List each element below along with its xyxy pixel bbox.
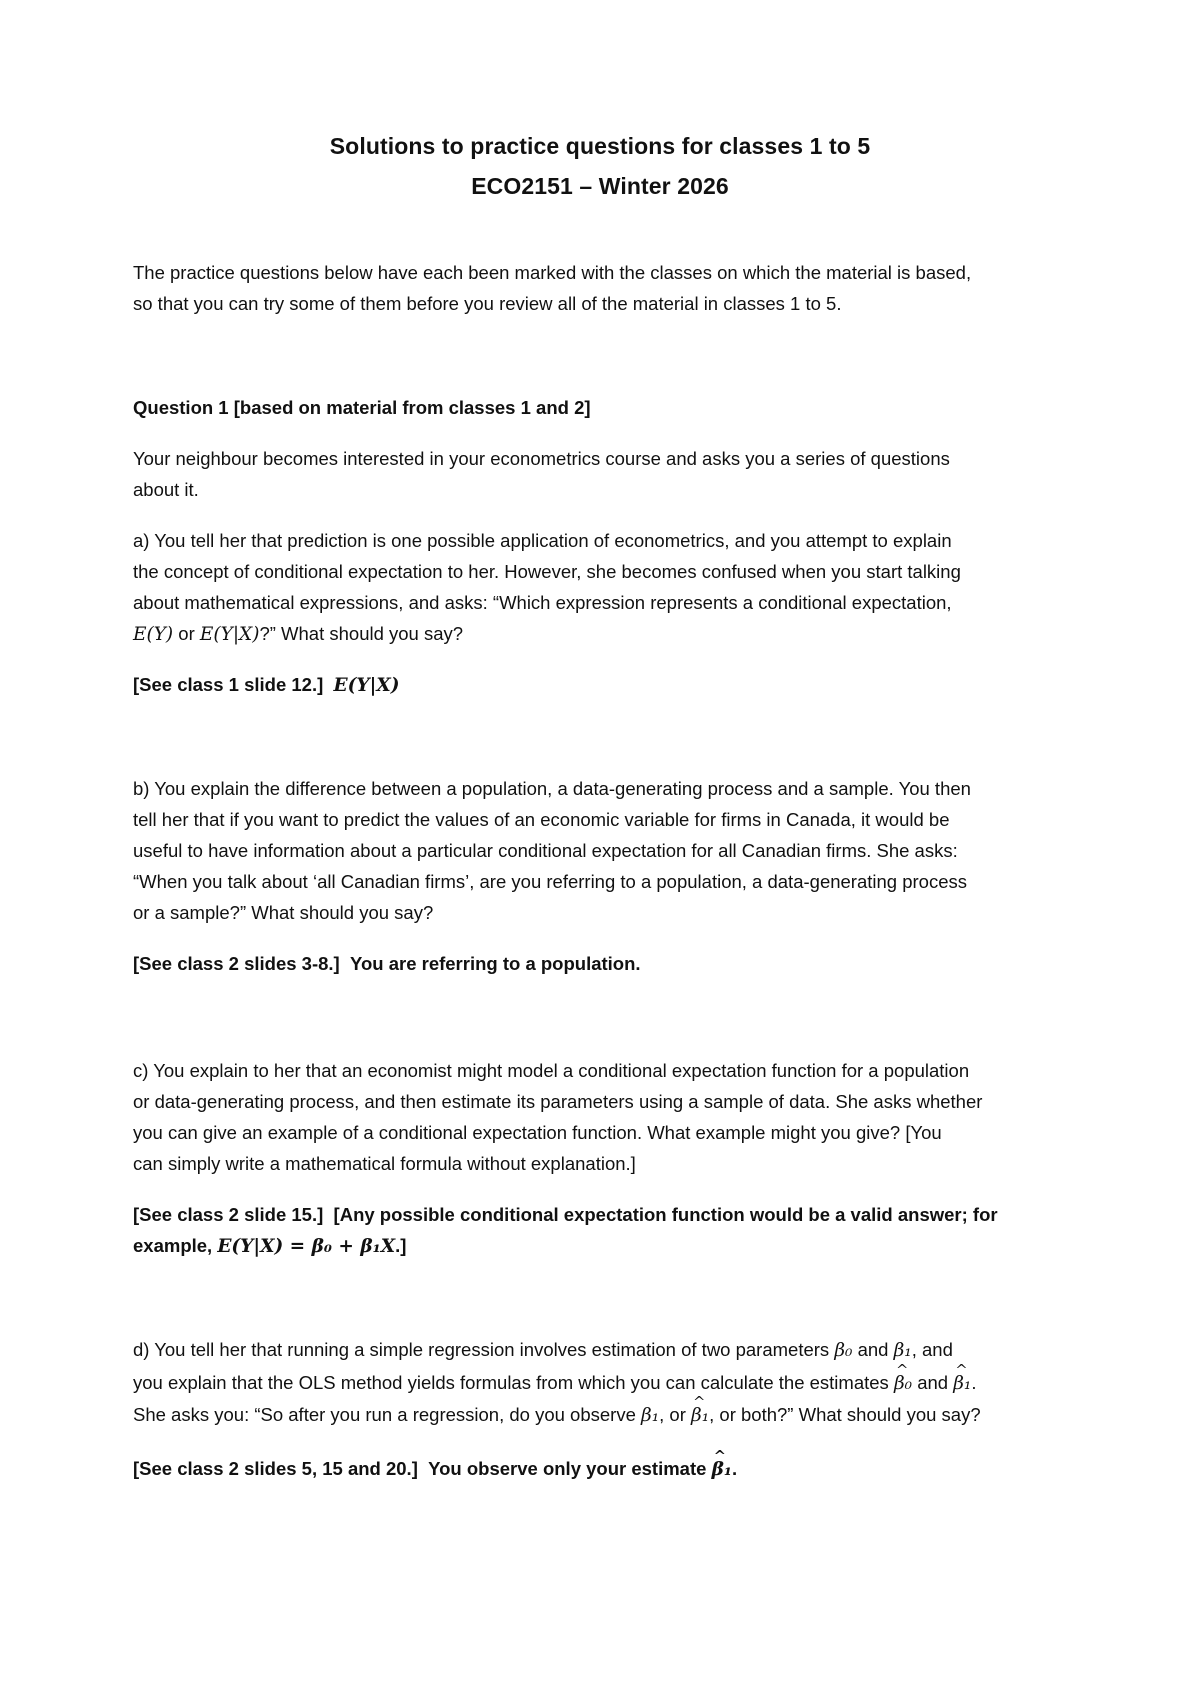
part-d-text (133, 1404, 1093, 1426)
part-d-text (133, 1372, 1093, 1394)
part-d-text-segment: you explain that the OLS method yields formulas from which you can calculate the estimates (133, 1372, 894, 1393)
answer-text: example, (133, 1235, 218, 1256)
part-a-text: the concept of conditional expectation to her. However, she becomes confused when you start talking (133, 561, 961, 582)
answer-formula: E(Y|X) = β₀ + β₁X (217, 1236, 396, 1257)
part-c-text: you can give an example of a conditional expectation function. What example might you give? [You (133, 1122, 942, 1143)
and-text: and (852, 1339, 894, 1360)
part-d-text-segment: , and (911, 1339, 953, 1360)
beta-1-hat-symbol: ^ β₁ (691, 1405, 709, 1426)
part-b-text: useful to have information about a particular conditional expectation for all Canadian firms. She asks: (133, 840, 958, 861)
answer-reference: [See class 1 slide 12.] (133, 674, 324, 695)
answer-reference: [See class 2 slides 5, 15 and 20.] (133, 1458, 418, 1479)
part-d-text (133, 1339, 1093, 1361)
part-c-text: or data-generating process, and then estimate its parameters using a sample of data. She asks whether (133, 1091, 983, 1112)
part-d-answer (133, 1458, 1093, 1480)
intro-line: so that you can try some of them before you review all of the material in classes 1 to 5. (133, 293, 842, 314)
part-a-question-end: ?” What should you say? (259, 623, 464, 644)
beta-1-symbol: β₁ (641, 1405, 660, 1426)
and-text: and (912, 1372, 954, 1393)
question-1-lead: Your neighbour becomes interested in your econometrics course and asks you a series of questions (133, 448, 950, 469)
part-c-text: can simply write a mathematical formula without explanation.] (133, 1153, 636, 1174)
answer-text: .] (395, 1235, 407, 1256)
beta-0-hat-symbol: ^ β₀ (894, 1373, 912, 1394)
part-c-text: c) You explain to her that an economist might model a conditional expectation function for a population (133, 1060, 970, 1081)
expression-e-of-y: E(Y) (133, 624, 174, 645)
answer-reference: [See class 2 slide 15.] (133, 1204, 324, 1225)
answer-reference: [See class 2 slides 3-8.] (133, 953, 340, 974)
answer-expression: E(Y|X) (333, 675, 400, 696)
answer-text: . (731, 1458, 738, 1479)
part-a-text (133, 623, 1093, 645)
beta-1-hat-symbol: ^ β₁ (953, 1373, 971, 1394)
part-d-text-segment: She asks you: “So after you run a regression, do you observe (133, 1404, 642, 1425)
answer-text: You are referring to a population. (350, 953, 641, 974)
part-d-text-segment: , or both?” What should you say? (709, 1404, 981, 1425)
part-d-text-segment: d) You tell her that running a simple regression involves estimation of two parameters (133, 1339, 835, 1360)
part-a-answer (133, 674, 1093, 696)
part-b-text: or a sample?” What should you say? (133, 902, 434, 923)
document-subtitle: ECO2151 – Winter 2026 (471, 173, 729, 199)
part-b-answer (133, 953, 1093, 975)
question-1-heading: Question 1 [based on material from classes 1 and 2] (133, 397, 591, 418)
or-text: or (173, 623, 200, 644)
intro-line: The practice questions below have each been marked with the classes on which the material is based, (133, 262, 972, 283)
answer-text: [Any possible conditional expectation function would be a valid answer; for (333, 1204, 998, 1225)
question-1-lead: about it. (133, 479, 199, 500)
document-title: Solutions to practice questions for classes 1 to 5 (329, 133, 871, 159)
part-b-text: tell her that if you want to predict the values of an economic variable for firms in Canada, it would be (133, 809, 950, 830)
expression-e-of-y-given-x: E(Y|X) (199, 624, 260, 645)
beta-0-symbol: β₀ (834, 1340, 853, 1361)
answer-beta-1-hat: ^ β₁ (712, 1459, 732, 1480)
or-text: , or (659, 1404, 692, 1425)
beta-1-symbol: β₁ (893, 1340, 912, 1361)
part-c-answer (133, 1235, 1093, 1257)
part-a-text: a) You tell her that prediction is one possible application of econometrics, and you attempt to explain (133, 530, 952, 551)
part-b-text: “When you talk about ‘all Canadian firms’, are you referring to a population, a data-generating process (133, 871, 967, 892)
part-a-text: about mathematical expressions, and asks: “Which expression represents a conditional expectation, (133, 592, 952, 613)
part-b-text: b) You explain the difference between a population, a data-generating process and a sample. You then (133, 778, 971, 799)
part-d-text-segment: . (971, 1372, 977, 1393)
answer-text: You observe only your estimate (428, 1458, 712, 1479)
part-c-answer (133, 1204, 1093, 1226)
